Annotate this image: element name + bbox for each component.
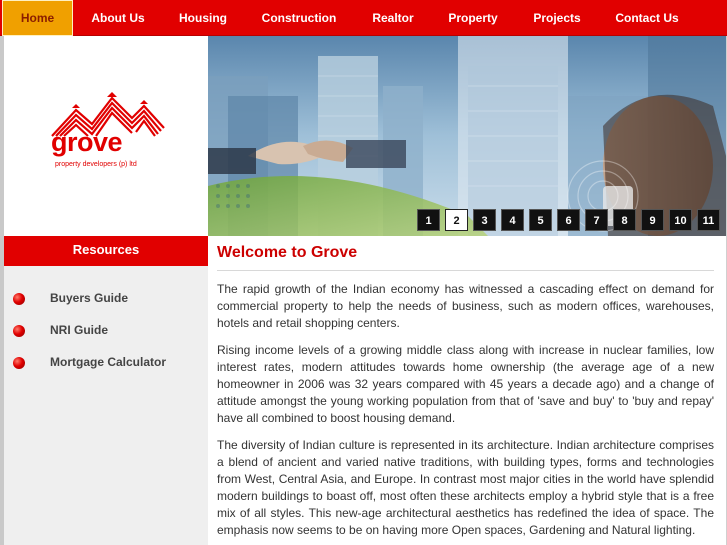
banner-pager: [417, 209, 720, 231]
banner-page-1[interactable]: 1: [417, 209, 440, 231]
top-nav: [0, 0, 727, 36]
nav-home[interactable]: Home: [2, 0, 73, 36]
red-bullet-icon: [13, 357, 25, 369]
nav-realtor[interactable]: Realtor: [372, 11, 414, 25]
nav-construction[interactable]: Construction: [261, 11, 337, 25]
banner-page-10[interactable]: 10: [669, 209, 692, 231]
banner-page-6[interactable]: 6: [557, 209, 580, 231]
main-content: [208, 236, 726, 545]
banner-city-handshake-image: [208, 36, 726, 236]
sidebar-item-nri-guide[interactable]: [4, 319, 208, 343]
nav-about-us[interactable]: About Us: [91, 11, 145, 25]
hero-banner: [208, 36, 726, 236]
banner-page-2[interactable]: 2: [445, 209, 468, 231]
nav-housing[interactable]: Housing: [179, 11, 227, 25]
nav-projects[interactable]: Projects: [533, 11, 581, 25]
sidebar-item-label: Buyers Guide: [50, 291, 129, 305]
page-title: Welcome to Grove: [217, 244, 358, 261]
banner-page-11[interactable]: 11: [697, 209, 720, 231]
nav-property[interactable]: Property: [448, 11, 498, 25]
red-bullet-icon: [13, 325, 25, 337]
banner-page-5[interactable]: 5: [529, 209, 552, 231]
banner-page-9[interactable]: 9: [641, 209, 664, 231]
sidebar: [4, 266, 208, 545]
banner-page-3[interactable]: 3: [473, 209, 496, 231]
banner-page-4[interactable]: 4: [501, 209, 524, 231]
title-divider: [217, 270, 714, 271]
logo-panel: [4, 36, 208, 236]
intro-paragraph-2: Rising income levels of a growing middle class along with increase in nuclear families, low interest rates, modern attitudes towards home ownership (the average age of a new homeowner in 2006 was 32 years compared with 45 years a decade ago) and a change of attitude amongst the young working population from that of 'save and buy' to 'buy and repay' have all combined to boost housing demand.: [217, 343, 714, 425]
intro-paragraph-3: The diversity of Indian culture is represented in its architecture. Indian architecture comprises a blend of ancient and varied native traditions, with building types, forms and technologies from West, Central Asia, and Europe. In contrast most major cities in the world have splendid modern buildings to boast off, most often these architects employ a hybrid style that is a free mix of all styles. This new-age architectural aesthetics has redefined the idea of space. The emphasis now seems to be on having more Open spaces, Gardening and Natural lighting.: [217, 438, 714, 537]
sidebar-item-label: NRI Guide: [50, 323, 109, 337]
banner-page-7[interactable]: 7: [585, 209, 608, 231]
logo-wordmark: grove: [51, 127, 123, 157]
red-bullet-icon: [13, 293, 25, 305]
intro-paragraph-1: The rapid growth of the Indian economy has witnessed a cascading effect on demand for commercial property to help the needs of business, such as modern offices, warehouses, hotels and retail shopping centers.: [217, 282, 714, 330]
resources-heading: Resources: [4, 236, 208, 266]
logo-tagline: property developers (p) ltd: [55, 161, 137, 168]
sidebar-item-buyers-guide[interactable]: [4, 287, 208, 311]
sidebar-item-label: Mortgage Calculator: [50, 355, 167, 369]
nav-contact-us[interactable]: Contact Us: [615, 11, 679, 25]
banner-page-8[interactable]: 8: [613, 209, 636, 231]
sidebar-item-mortgage-calculator[interactable]: [4, 351, 208, 375]
